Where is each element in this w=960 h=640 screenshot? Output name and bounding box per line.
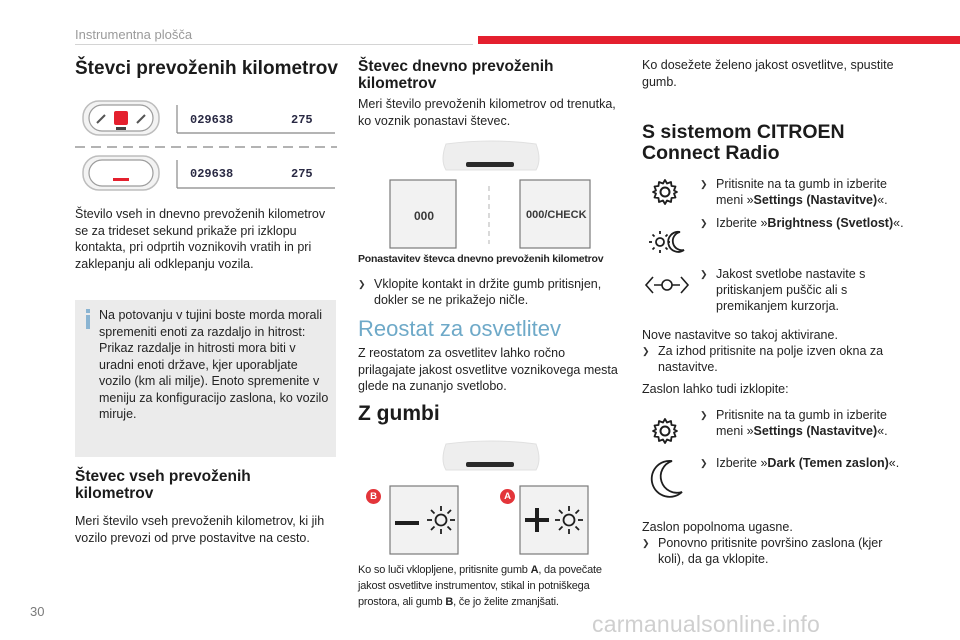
odometer-trip-value-top: 275 bbox=[291, 113, 313, 127]
brightness-icon bbox=[648, 228, 686, 256]
plus-icon bbox=[525, 508, 549, 532]
step-brightness: ❯ Izberite »Brightness (Svetlost)«. bbox=[700, 216, 904, 230]
info-text: Na potovanju v tujini boste morda morali spremeniti enoti za razdaljo in hitrost: Prikaz razdalje in hitrosti mora biti v uradni enoti države, kjer uporabljate vozilo (km ali milje). Enoto spremenite v meniju za konfiguracijo zaslona, ko vozilo miruje. bbox=[99, 308, 329, 421]
gear-icon bbox=[650, 416, 680, 446]
header-rule bbox=[75, 44, 473, 45]
odometer-total-value-bottom: 029638 bbox=[190, 167, 234, 181]
trip-display-zero: 000 bbox=[414, 209, 435, 223]
bullet-icon: ❯ bbox=[700, 269, 708, 279]
minus-icon bbox=[395, 510, 419, 534]
rheostat-title: Reostat za osvetlitev bbox=[358, 316, 561, 341]
buttons-caption: Ko so luči vklopljene, pritisnite gumb A, da povečate jakost osvetlitve instrumentov, stikal in potniškega prostora, ali gumb B, če jo želite zmanjšati. bbox=[358, 564, 602, 608]
page-number: 30 bbox=[30, 604, 45, 619]
screen-off-intro: Zaslon lahko tudi izklopite: bbox=[642, 382, 789, 396]
step-exit: ❯ Za izhod pritisnite na polje izven okna za nastavitve. bbox=[642, 344, 884, 374]
moon-icon bbox=[648, 458, 686, 500]
header-accent-bar bbox=[478, 36, 960, 44]
reset-step: ❯ Vklopite kontakt in držite gumb pritisnjen, dokler se ne prikažejo ničle. bbox=[358, 277, 602, 307]
info-icon bbox=[85, 309, 91, 329]
bullet-icon: ❯ bbox=[700, 410, 708, 420]
odometers-title: Števci prevoženih kilometrov bbox=[75, 58, 338, 79]
total-odometer-title: Števec vseh prevoženih kilometrov bbox=[75, 468, 251, 502]
brightness-buttons-illustration bbox=[370, 440, 600, 560]
bullet-icon: ❯ bbox=[700, 218, 708, 228]
trip-display-check: 000/CHECK bbox=[526, 209, 587, 221]
step-adjust-brightness: ❯ Jakost svetlobe nastavite s pritiskanjem puščic ali s premikanjem kurzorja. bbox=[700, 267, 866, 313]
watermark: carmanualsonline.info bbox=[592, 611, 820, 637]
buttons-title: Z gumbi bbox=[358, 402, 440, 425]
bullet-icon: ❯ bbox=[700, 179, 708, 189]
step-screen-on: ❯ Ponovno pritisnite površino zaslona (kjer koli), da ga vklopite. bbox=[642, 536, 883, 566]
step-settings-menu-2: ❯ Pritisnite na ta gumb in izberite meni »Settings (Nastavitve)«. bbox=[700, 408, 888, 438]
release-button-text: Ko dosežete želeno jakost osvetlitve, spustite gumb. bbox=[642, 58, 894, 89]
bullet-icon: ❯ bbox=[358, 279, 366, 289]
trip-odometer-title: Števec dnevno prevoženih kilometrov bbox=[358, 58, 554, 92]
reset-caption: Ponastavitev števca dnevno prevoženih kilometrov bbox=[358, 253, 604, 265]
bullet-icon: ❯ bbox=[642, 346, 650, 356]
step-dark-screen: ❯ Izberite »Dark (Temen zaslon)«. bbox=[700, 456, 900, 470]
slider-arrows-icon bbox=[644, 274, 690, 296]
rheostat-text: Z reostatom za osvetlitev lahko ročno prilagajate jakost osvetlitve voznikovega mesta glede na zunanjo svetlobo. bbox=[358, 346, 618, 393]
settings-saved-text: Nove nastavitve so takoj aktivirane. bbox=[642, 328, 838, 342]
bullet-icon: ❯ bbox=[700, 458, 708, 468]
odometer-total-value-top: 029638 bbox=[190, 113, 234, 127]
screen-off-text: Zaslon popolnoma ugasne. bbox=[642, 520, 793, 534]
button-a-label: A bbox=[500, 489, 515, 504]
reset-button-illustration bbox=[386, 140, 596, 260]
total-odometer-text: Meri število vseh prevoženih kilometrov, ki jih vozilo prevozi od prve postavitve na cesto. bbox=[75, 514, 325, 545]
section-header: Instrumentna plošča bbox=[75, 27, 193, 42]
brightness-low-icon bbox=[425, 504, 457, 536]
brightness-high-icon bbox=[553, 504, 585, 536]
step-settings-menu: ❯ Pritisnite na ta gumb in izberite meni »Settings (Nastavitve)«. bbox=[700, 177, 888, 207]
info-box bbox=[75, 300, 336, 457]
bullet-icon: ❯ bbox=[642, 538, 650, 548]
connect-radio-title: S sistemom CITROEN Connect Radio bbox=[642, 121, 845, 164]
trip-odometer-text: Meri število prevoženih kilometrov od trenutka, ko voznik ponastavi števec. bbox=[358, 97, 616, 128]
gear-icon bbox=[650, 177, 680, 207]
dashed-separator bbox=[75, 145, 337, 149]
button-b-label: B bbox=[366, 489, 381, 504]
odometer-trip-value-bottom: 275 bbox=[291, 167, 313, 181]
odometers-intro: Število vseh in dnevno prevoženih kilometrov se za trideset sekund prikaže pri izklopu kontakta, pri odprtih voznikovih vratih in pri zaklepanju ali odklepanju vozila. bbox=[75, 207, 326, 271]
